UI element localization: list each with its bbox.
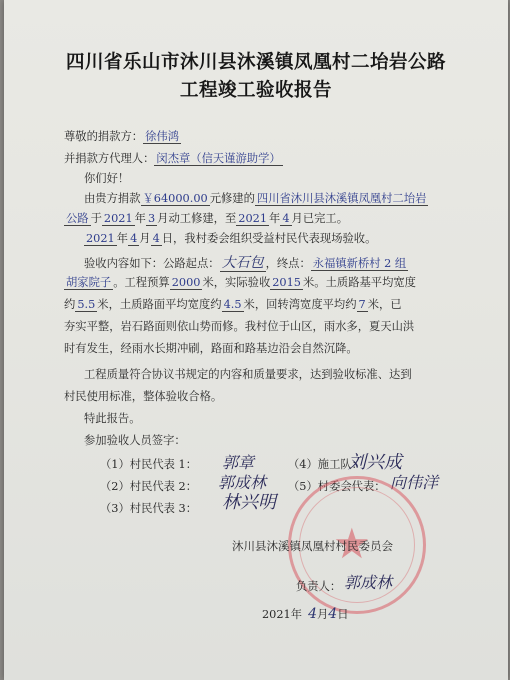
project-name: 四川省沐川县沐溪镇凤凰村二坮岩 xyxy=(256,192,427,205)
participants-label: 参加验收人员签字： xyxy=(84,434,186,447)
date-month: 4 xyxy=(308,606,317,622)
special-report: 特此报告。 xyxy=(84,412,141,425)
donor-line xyxy=(64,128,181,144)
participant-1-signature: 郭章 xyxy=(222,453,255,472)
participant-1-label: （1）村民代表 1： xyxy=(100,458,198,471)
paragraph3-line4: 夯实平整，岩石路面则依山势而修。我村位于山区，雨水多，夏天山洪 xyxy=(64,320,415,333)
donor-label: 尊敬的捐款方： xyxy=(64,130,144,143)
p3-text-f: 约 xyxy=(64,298,76,311)
greeting: 你们好！ xyxy=(84,172,130,185)
inspection-day: 4 xyxy=(152,232,160,245)
paragraph2 xyxy=(84,230,376,246)
start-month: 3 xyxy=(147,212,156,225)
agent-label: 并捐款方代理人： xyxy=(64,152,155,165)
p1-text-a: 由贵方捐款 xyxy=(84,192,141,205)
turn-width: 7 xyxy=(358,298,366,311)
p3-text-a: 验收内容如下：公路起点： xyxy=(84,257,220,270)
participant-2-signature: 郭成林 xyxy=(218,473,267,492)
paragraph4-line1: 工程质量符合协议书规定的内容和质量要求，达到验收标准、达到 xyxy=(84,368,412,381)
date-day-unit: 日 xyxy=(337,608,349,621)
report-title-line1: 四川省乐山市沐川县沐溪镇凤凰村二坮岩公路 xyxy=(65,52,446,73)
p2-text-c: 日，我村委会组织受益村民代表现场验收。 xyxy=(161,232,377,245)
agent-line xyxy=(64,150,283,166)
p1-text-c: 于 xyxy=(90,212,102,225)
surface-width: 4.5 xyxy=(223,298,242,311)
p1-text-f: 年 xyxy=(269,212,281,225)
participant-5-label: （5）村委会代表： xyxy=(288,480,386,493)
date-year-unit: 年 xyxy=(290,608,303,621)
paragraph4-line2: 村民使用标准，整体验收合格。 xyxy=(64,390,223,403)
report-date xyxy=(262,606,349,622)
p2-text-a: 年 xyxy=(116,232,129,245)
base-width: 5.5 xyxy=(77,298,96,311)
p2-text-b: 月 xyxy=(139,232,151,245)
responsible-signature: 郭成林 xyxy=(344,573,393,592)
paragraph3-line3 xyxy=(64,296,402,312)
p3-text-i: 米，已 xyxy=(367,298,402,311)
p1-text-g: 月已完工。 xyxy=(291,212,349,225)
p3-text-e: 米。土质路基平均宽度 xyxy=(303,276,416,289)
participant-4-signature: 刘兴成 xyxy=(348,452,402,473)
road-end-point: 永福镇新桥村 2 组 xyxy=(312,257,407,270)
project-name-tail: 公路 xyxy=(66,212,89,225)
donation-amount: ￥64000.00 xyxy=(142,192,208,205)
organization-name: 沐川县沐溪镇凤凰村村民委员会 xyxy=(232,539,393,553)
seal-star-icon: ★ xyxy=(333,519,371,568)
date-year: 2021 xyxy=(262,608,291,621)
paragraph3-line5: 时有发生，经雨水长期冲刷，路面和路基边沿会自然沉降。 xyxy=(64,342,358,355)
road-start-point: 大石包 xyxy=(221,255,264,271)
participant-3-label: （3）村民代表 3： xyxy=(100,502,198,515)
p3-text-c: 。工程预算 xyxy=(113,276,170,289)
inspection-year: 2021 xyxy=(86,232,115,245)
participant-3-signature: 林兴明 xyxy=(222,492,276,513)
report-title-line2: 工程竣工验收报告 xyxy=(179,80,332,101)
participant-4-label: （4）施工队： xyxy=(288,458,363,471)
budget-length: 2000 xyxy=(171,276,201,289)
agent-name: 闵杰章（信天谨游助学） xyxy=(156,152,281,165)
p3-text-b: ，终点： xyxy=(265,257,311,270)
p3-text-d: 米，实际验收 xyxy=(202,276,271,289)
p1-text-b: 元修建的 xyxy=(209,192,255,205)
paragraph3-line2 xyxy=(64,274,416,290)
road-end-point-tail: 胡家院子 xyxy=(66,276,112,289)
end-year: 2021 xyxy=(238,212,268,225)
p3-text-g: 米，土质路面平均宽度约 xyxy=(97,298,222,311)
document-page xyxy=(4,0,508,680)
actual-length: 2015 xyxy=(272,276,301,289)
paragraph3-line1 xyxy=(84,252,408,272)
paragraph1-line1 xyxy=(84,190,428,206)
date-day: 4 xyxy=(328,606,338,622)
participant-2-label: （2）村民代表 2： xyxy=(100,480,198,493)
end-month: 4 xyxy=(282,212,290,225)
p3-text-h: 米，回转湾宽度平均约 xyxy=(243,298,357,311)
paragraph1-line2 xyxy=(64,210,348,226)
participant-5-signature: 向伟洋 xyxy=(390,473,439,492)
date-month-unit: 月 xyxy=(316,608,329,621)
p1-text-e: 月动工修建，至 xyxy=(157,212,237,225)
responsible-label: 负责人： xyxy=(296,580,342,593)
donor-name: 徐伟鸿 xyxy=(145,130,179,143)
start-year: 2021 xyxy=(103,212,133,225)
inspection-month: 4 xyxy=(130,232,138,245)
p1-text-d: 年 xyxy=(134,212,146,225)
